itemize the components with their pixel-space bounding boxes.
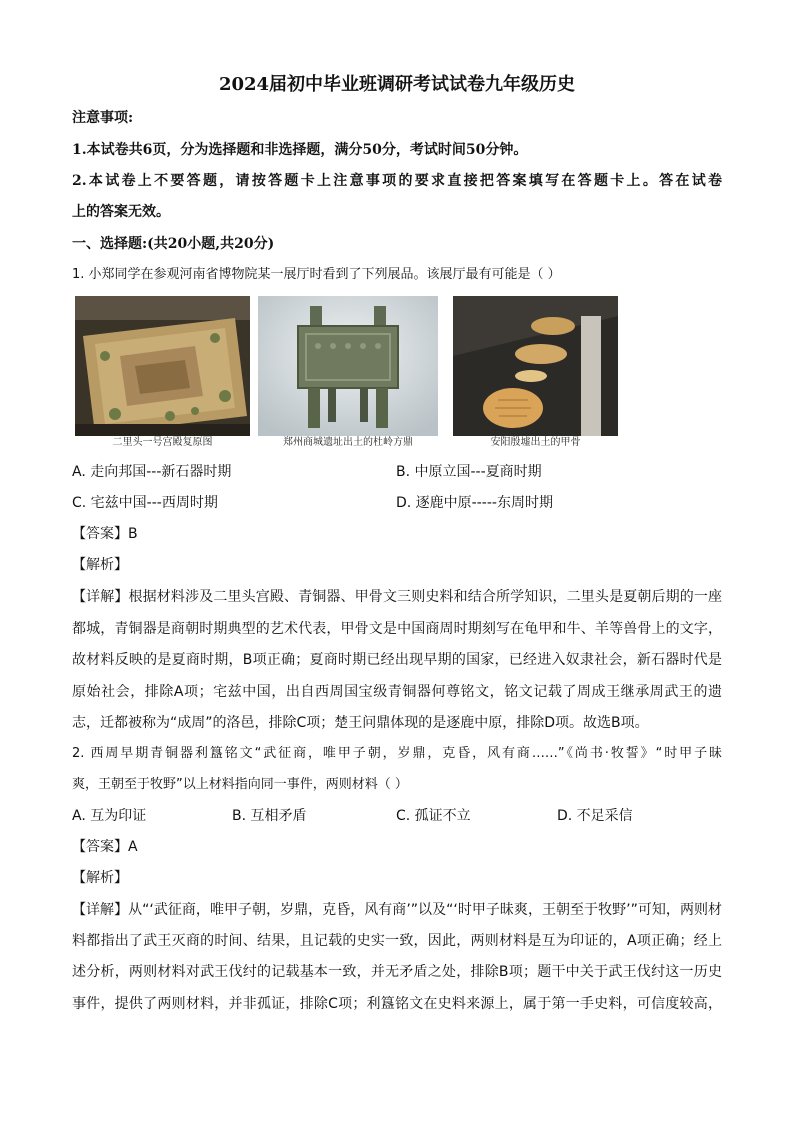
- q1-detail-line-3: 故材料反映的是夏商时期，B项正确；夏商时期已经出现早期的国家，已经进入奴隶社会，新石器时代是: [72, 652, 722, 668]
- notice-heading: 注意事项:: [72, 110, 134, 126]
- oracle-bone-photo: [453, 296, 618, 436]
- q2-option-b: B. 互相矛盾: [232, 808, 307, 824]
- q2-analysis-label: 【解析】: [72, 870, 128, 886]
- q1-option-a: A. 走向邦国---新石器时期: [72, 464, 232, 480]
- notice-item-1: 1.本试卷共6页，分为选择题和非选择题，满分50分，考试时间50分钟。: [72, 142, 528, 158]
- q1-detail-line-1: 【详解】根据材料涉及二里头宫殿、青铜器、甲骨文三则史料和结合所学知识，二里头是夏朝后期的一座: [72, 589, 722, 605]
- page-title: 2024届初中毕业班调研考试试卷九年级历史: [218, 74, 576, 95]
- q2-answer: 【答案】A: [72, 839, 138, 855]
- q1-answer: 【答案】B: [72, 526, 138, 542]
- notice-item-2-line-2: 上的答案无效。: [72, 204, 170, 220]
- q2-option-c: C. 孤证不立: [396, 808, 471, 824]
- bronze-ding-photo: [258, 296, 438, 436]
- section-heading: 一、选择题:(共20小题,共20分): [72, 236, 275, 252]
- notice-item-2-line-1: 2.本试卷上不要答题，请按答题卡上注意事项的要求直接把答案填写在答题卡上。答在试卷: [72, 173, 722, 189]
- q1-detail-line-4: 原始社会，排除A项；宅兹中国，出自西周国宝级青铜器何尊铭文，铭文记载了周成王继承周武王的遗: [72, 684, 722, 700]
- question-2-stem-line-2: 爽，王朝至于牧野”以上材料指向同一事件，两则材料（ ）: [72, 777, 408, 792]
- question-2-stem-line-1: 2. 西周早期青铜器利簋铭文“武征商，唯甲子朝，岁鼎，克昏，风有商……”《尚书·牧誓》“时甲子昧: [72, 746, 722, 761]
- question-1-stem: 1. 小郑同学在参观河南省博物院某一展厅时看到了下列展品。该展厅最有可能是（ ）: [72, 267, 561, 282]
- q2-option-d: D. 不足采信: [557, 808, 633, 824]
- q2-option-a: A. 互为印证: [72, 808, 147, 824]
- caption-oracle-bone: 安阳殷墟出土的甲骨: [490, 437, 581, 448]
- palace-model-photo: [75, 296, 250, 436]
- q2-detail-line-3: 述分析，两则材料对武王伐纣的记载基本一致，并无矛盾之处，排除B项；题干中关于武王伐纣这一历史: [72, 964, 722, 980]
- q1-detail-line-5: 志，迁都被称为“成周”的洛邑，排除C项；楚王问鼎体现的是逐鹿中原，排除D项。故选B项。: [72, 715, 649, 731]
- caption-palace: 二里头一号宫殿复原图: [112, 437, 213, 448]
- q2-detail-line-2: 料都指出了武王灭商的时间、结果，且记载的史实一致，因此，两则材料是互为印证的，A项正确；经上: [72, 933, 722, 949]
- q1-detail-line-2: 都城，青铜器是商朝时期典型的艺术代表，甲骨文是中国商周时期刻写在龟甲和牛、羊等兽骨上的文字，: [72, 621, 722, 637]
- q1-option-d: D. 逐鹿中原-----东周时期: [396, 495, 553, 511]
- q1-option-b: B. 中原立国---夏商时期: [396, 464, 542, 480]
- caption-bronze-ding: 郑州商城遗址出土的杜岭方鼎: [283, 437, 413, 448]
- q1-option-c: C. 宅兹中国---西周时期: [72, 495, 218, 511]
- q1-analysis-label: 【解析】: [72, 557, 128, 573]
- q2-detail-line-4: 事件，提供了两则材料，并非孤证，排除C项；利簋铭文在史料来源上，属于第一手史料，可信度较高，: [72, 996, 722, 1012]
- q2-detail-line-1: 【详解】从“‘武征商，唯甲子朝，岁鼎，克昏，风有商’”以及“‘时甲子昧爽，王朝至于牧野’”可知，两则材: [72, 902, 722, 918]
